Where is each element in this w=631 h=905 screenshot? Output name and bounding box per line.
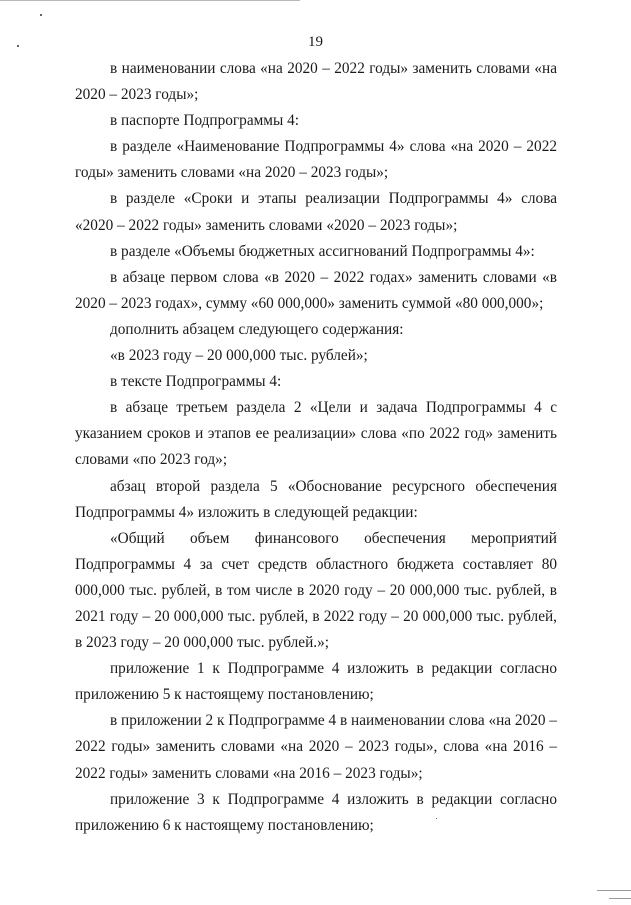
paragraph: «в 2023 году – 20 000,000 тыс. рублей»;: [110, 347, 368, 365]
page-number: 19: [308, 34, 323, 50]
paragraph: «Общий объем финансового обеспечения мероприятий Подпрограммы 4 за счет средств областного бюджета составляет 80 000,000 тыс. рублей, в том числе в 2020 году – 20 000,000 тыс. рублей, в 2021 году – 20 000,000 тыс. рублей, в 2022 году – 20 000,000 тыс. рублей, в 2023 году – 20 000,000 тыс. рублей.»;: [75, 529, 557, 652]
paragraph: в паспорте Подпрограммы 4:: [110, 112, 299, 130]
scan-top-edge-line: [0, 0, 300, 1]
paragraph: абзац второй раздела 5 «Обоснование ресурсного обеспечения Подпрограммы 4» изложить в следующей редакции:: [75, 477, 557, 521]
paragraph: дополнить абзацем следующего содержания:: [110, 320, 404, 338]
paragraph: в абзаце третьем раздела 2 «Цели и задача Подпрограммы 4 с указанием сроков и этапов ее реализации» слова «по 2022 год» заменить словами «по 2023 год»;: [75, 399, 557, 469]
paragraph: приложение 3 к Подпрограмме 4 изложить в редакции согласно приложению 6 к настоящему постановлению;: [75, 790, 557, 834]
paragraph: в тексте Подпрограммы 4:: [110, 373, 282, 391]
paragraph: в абзаце первом слова «в 2020 – 2022 годах» заменить словами «в 2020 – 2023 годах», сумму «60 000,000» заменить суммой «80 000,000»;: [75, 268, 557, 312]
paragraph: в разделе «Сроки и этапы реализации Подпрограммы 4» слова «2020 – 2022 годы» заменить словами «2020 – 2023 годы»;: [75, 190, 557, 234]
document-body: [75, 56, 557, 839]
paragraph: в разделе «Наименование Подпрограммы 4» слова «на 2020 – 2022 годы» заменить словами «на 2020 – 2023 годы»;: [75, 138, 557, 182]
paragraph: в приложении 2 к Подпрограмме 4 в наименовании слова «на 2020 – 2022 годы» заменить словами «на 2020 – 2023 годы», слова «на 2016 – 2022 годы» заменить словами «на 2016 – 2023 годы»;: [75, 712, 557, 782]
scan-corner-line: [597, 890, 631, 891]
paragraph: в разделе «Объемы бюджетных ассигнований Подпрограммы 4»:: [110, 242, 535, 260]
scan-corner-line: [609, 898, 631, 899]
scan-speck: [40, 14, 42, 16]
paragraph: приложение 1 к Подпрограмме 4 изложить в редакции согласно приложению 5 к настоящему постановлению;: [75, 660, 557, 704]
paragraph: в наименовании слова «на 2020 – 2022 годы» заменить словами «на 2020 – 2023 годы»;: [75, 60, 557, 104]
